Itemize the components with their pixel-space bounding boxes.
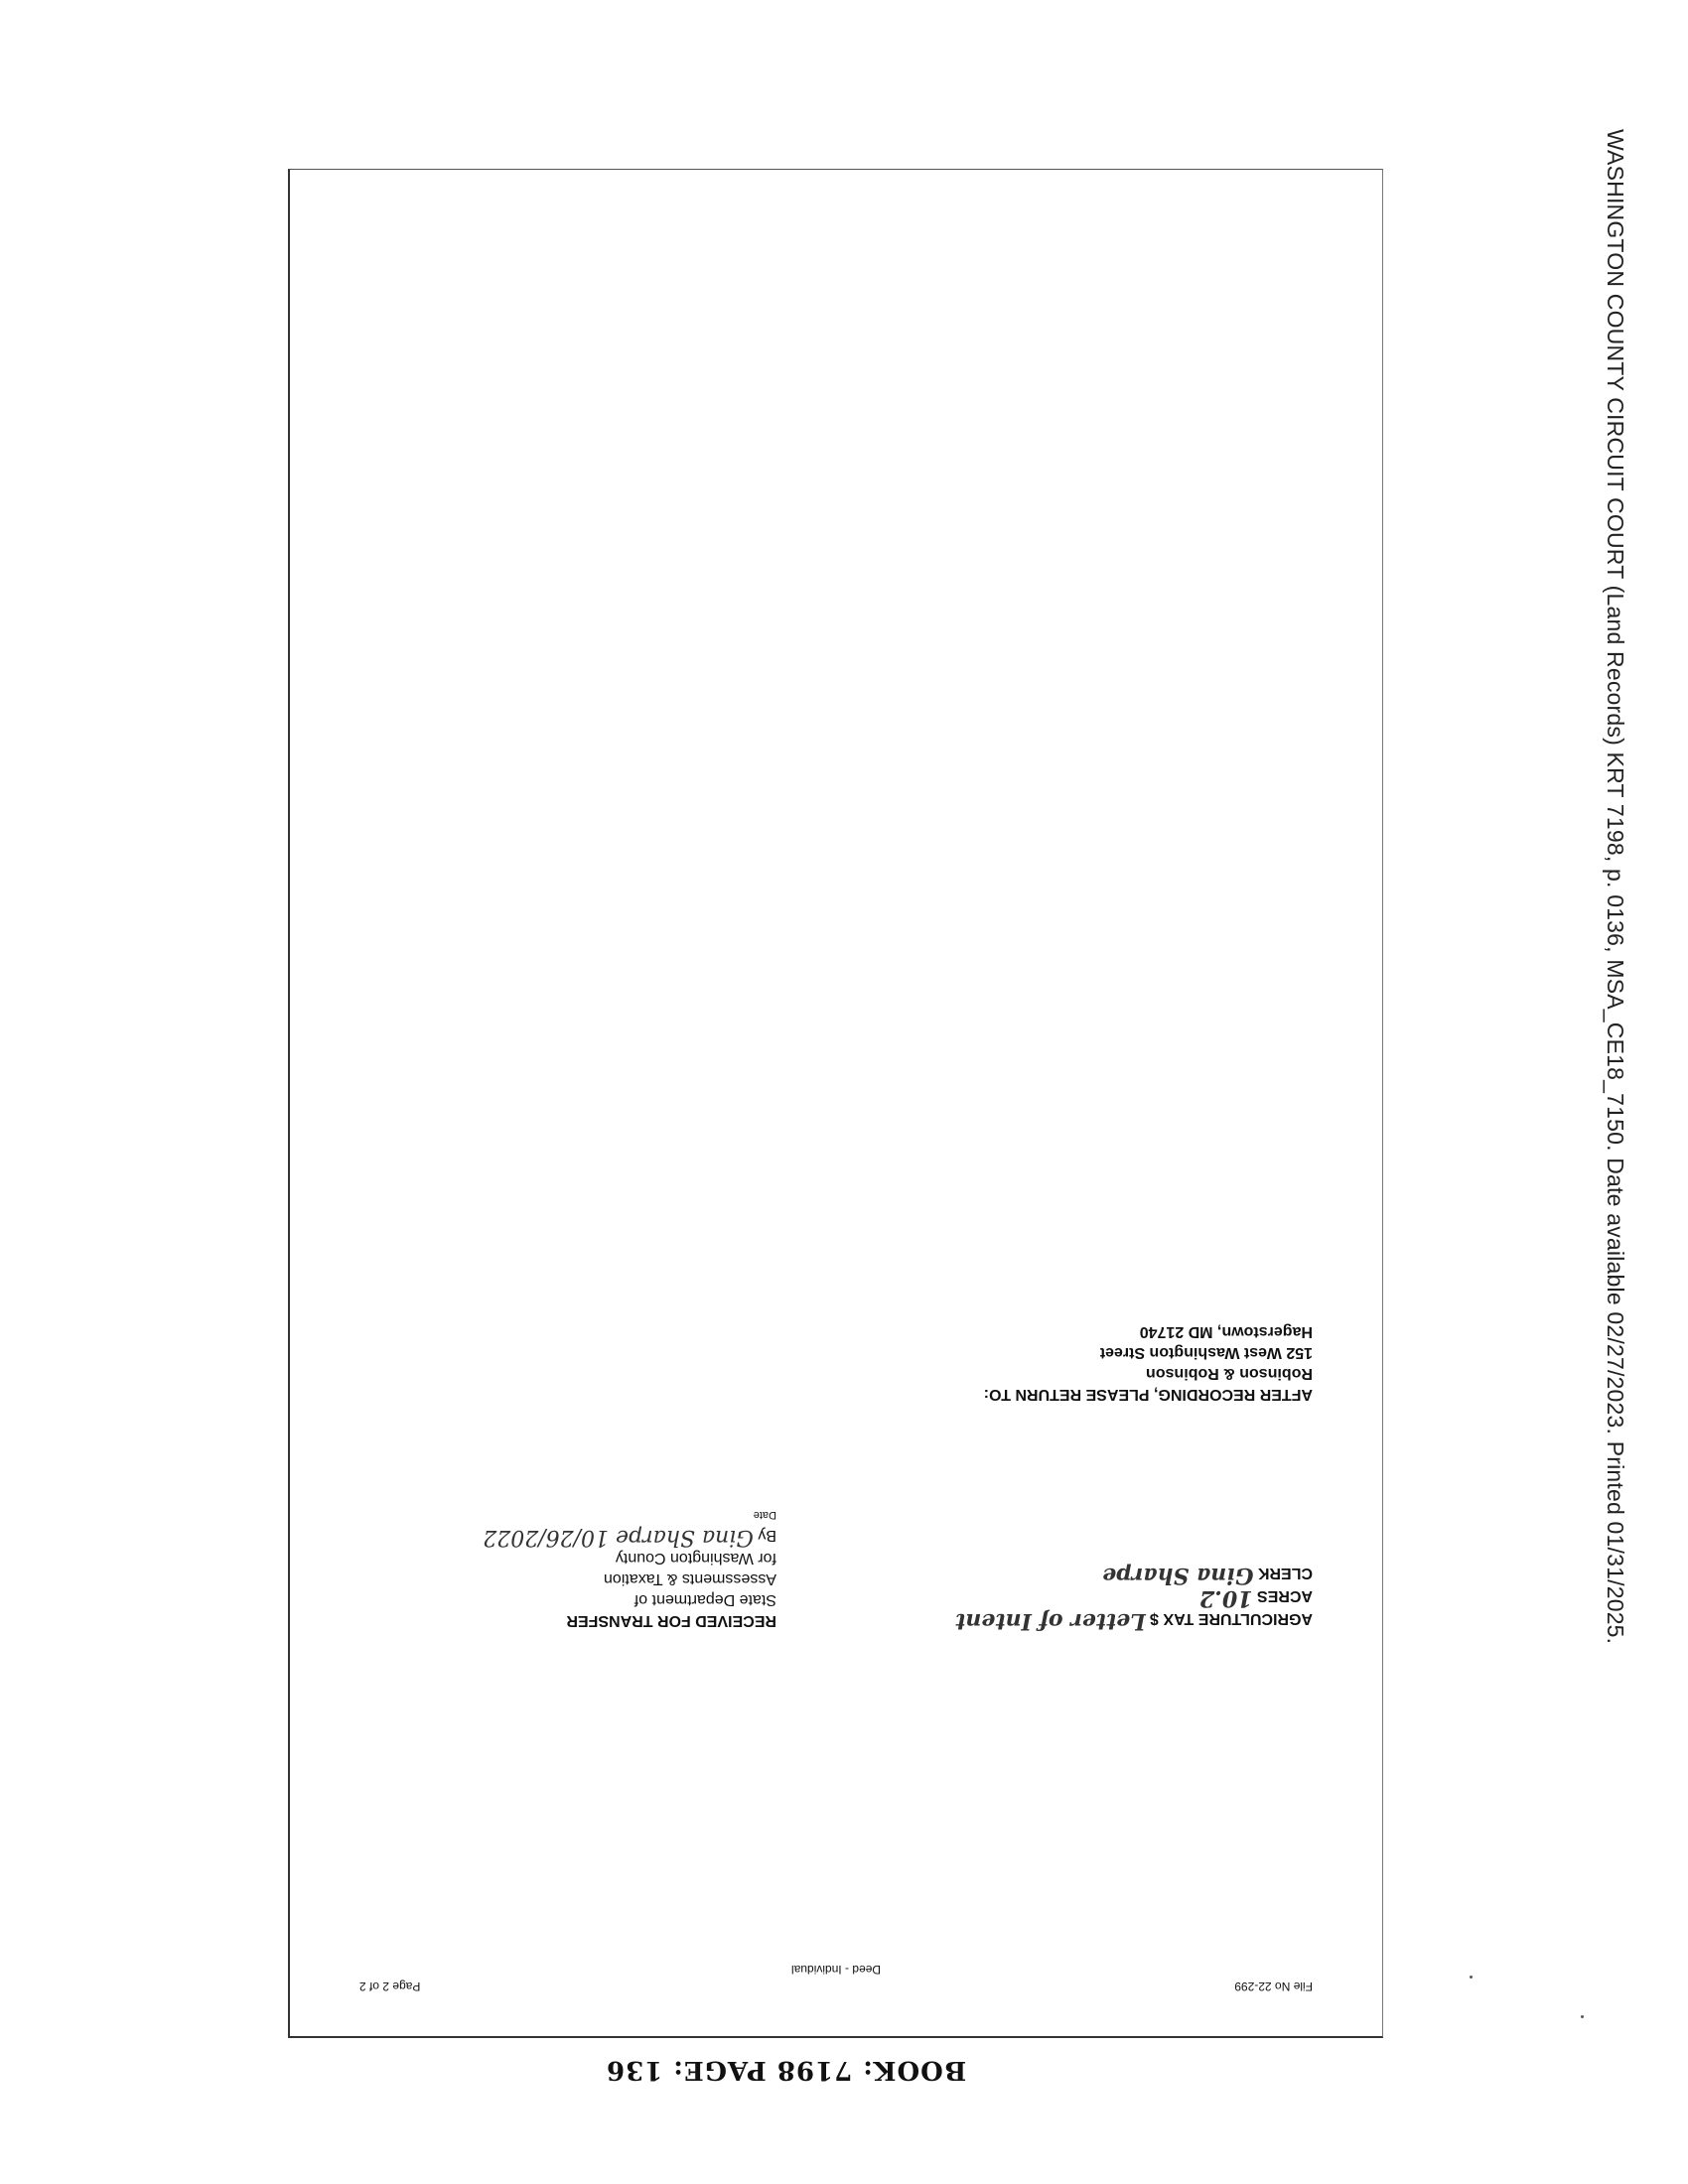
transfer-block [359, 1504, 1313, 1634]
side-stamp: WASHINGTON COUNTY CIRCUIT COURT (Land Records) KRT 7198, p. 0136, MSA_CE18_7150. Date available 02/27/2023. Printed 01/31/2025. [1603, 129, 1628, 1645]
scan-speck [1581, 2015, 1584, 2018]
by-label: By [758, 1527, 776, 1544]
return-label: AFTER RECORDING, PLEASE RETURN TO: [983, 1386, 1313, 1403]
page-of: Page 2 of 2 [359, 1979, 421, 1993]
date-label: Date [753, 1509, 776, 1521]
ag-tax-block [896, 1504, 1313, 1634]
ag-tax-handwriting: Letter of Intent [955, 1608, 1146, 1634]
scan-speck [1470, 1976, 1473, 1979]
dept-line-2: Assessments & Taxation [603, 1570, 776, 1587]
upside-down-deed [290, 170, 1382, 2036]
clerk-label: CLERK [1257, 1565, 1313, 1581]
acres-handwriting: 10.2 [1198, 1585, 1253, 1611]
return-line-1: Robinson & Robinson [1146, 1365, 1313, 1382]
return-block [359, 1321, 1313, 1405]
dept-line-3: for Washington County [615, 1550, 776, 1567]
acres-label: ACRES [1256, 1587, 1313, 1604]
book-page-stamp: BOOK: 7198 PAGE: 136 [606, 2055, 967, 2085]
received-block [359, 1504, 776, 1631]
dept-line-1: State Department of [633, 1591, 776, 1608]
clerk-handwriting: Gina Sharpe [1102, 1563, 1254, 1588]
by-handwriting: Gina Sharpe 10/26/2022 [483, 1525, 754, 1550]
ag-tax-label: AGRICULTURE TAX $ [1150, 1610, 1313, 1627]
doc-type: Deed - Individual [790, 1963, 882, 1977]
return-line-2: 152 West Washington Street [1099, 1344, 1313, 1361]
return-line-3: Hagerstown, MD 21740 [1139, 1323, 1313, 1340]
file-number: File No 22-299 [1234, 1979, 1313, 1993]
deed-page-frame [288, 169, 1383, 2038]
received-label: RECEIVED FOR TRANSFER [566, 1612, 776, 1629]
